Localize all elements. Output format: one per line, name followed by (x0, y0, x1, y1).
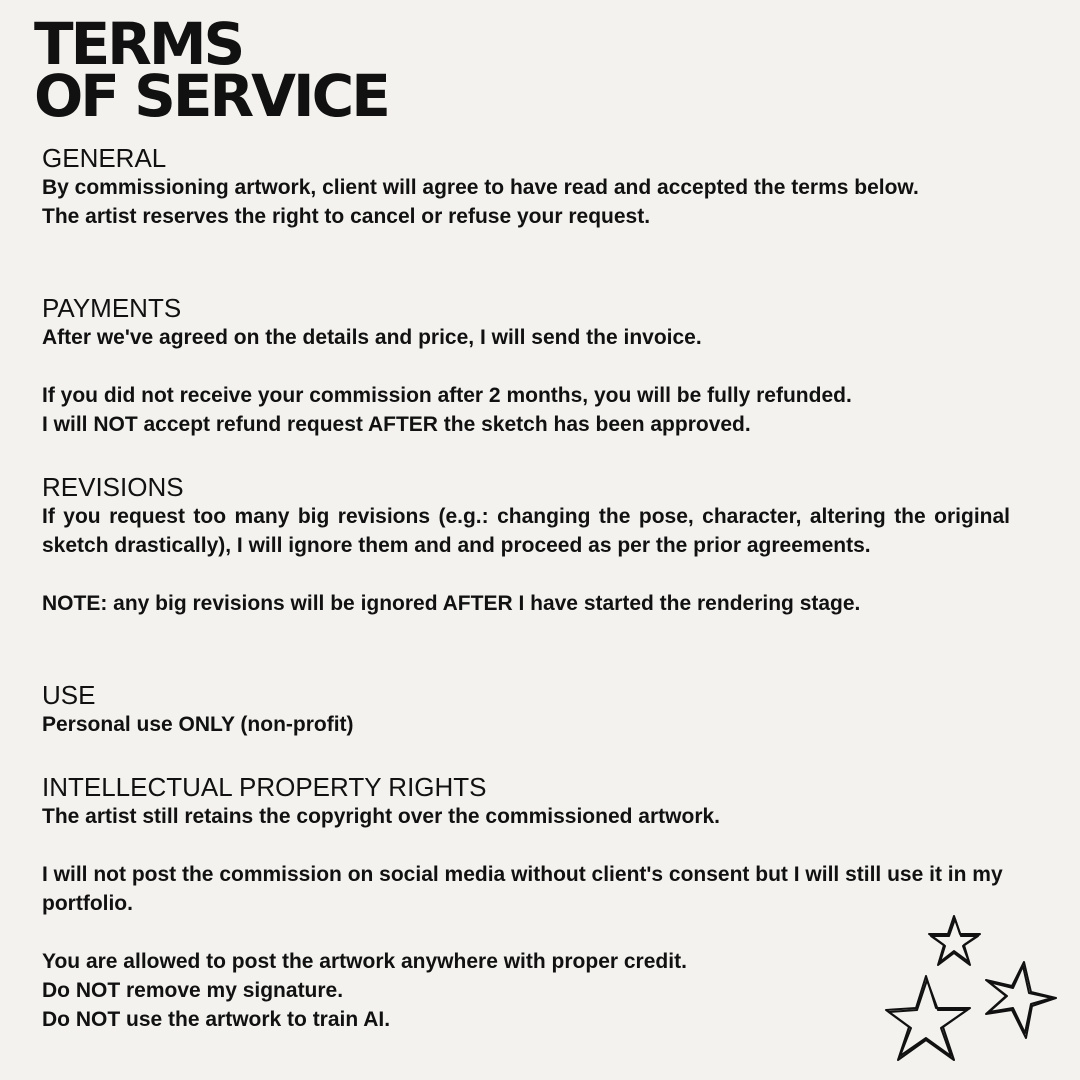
section-heading: INTELLECTUAL PROPERTY RIGHTS (42, 772, 487, 802)
paragraph: By commissioning artwork, client will agree to have read and accepted the terms below. (42, 176, 919, 199)
section-general (42, 143, 1010, 231)
paragraph: If you request too many big revisions (e.g.: changing the pose, character, altering the original sketch drastically), I will ignore them and and proceed as per the prior agreements. (42, 505, 1010, 557)
paragraph: The artist still retains the copyright over the commissioned artwork. (42, 805, 720, 828)
section-payments (42, 293, 1010, 439)
section-heading: PAYMENTS (42, 293, 182, 323)
paragraph: Personal use ONLY (non-profit) (42, 713, 354, 736)
paragraph: The artist reserves the right to cancel or refuse your request. (42, 205, 651, 228)
paragraph: NOTE: any big revisions will be ignored AFTER I have started the rendering stage. (42, 592, 861, 615)
stars-icon (884, 910, 1064, 1070)
section-heading: REVISIONS (42, 472, 184, 502)
title-line-2: OF SERVICE (34, 62, 388, 130)
section-heading: GENERAL (42, 143, 167, 173)
title-line-1: TERMS (34, 10, 243, 78)
paragraph: You are allowed to post the artwork anywhere with proper credit. (42, 950, 687, 973)
page-title (34, 10, 388, 130)
paragraph: Do NOT use the artwork to train AI. (42, 1008, 391, 1031)
section-revisions (42, 472, 1010, 618)
section-use (42, 680, 1010, 739)
paragraph: After we've agreed on the details and price, I will send the invoice. (42, 326, 702, 349)
paragraph: If you did not receive your commission after 2 months, you will be fully refunded. (42, 384, 852, 407)
paragraph: I will not post the commission on social media without client's consent but I will still use it in my portfolio. (42, 863, 1003, 915)
section-intellectual-property (42, 772, 1010, 1034)
paragraph: Do NOT remove my signature. (42, 979, 344, 1002)
paragraph: I will NOT accept refund request AFTER the sketch has been approved. (42, 413, 751, 436)
section-heading: USE (42, 680, 96, 710)
